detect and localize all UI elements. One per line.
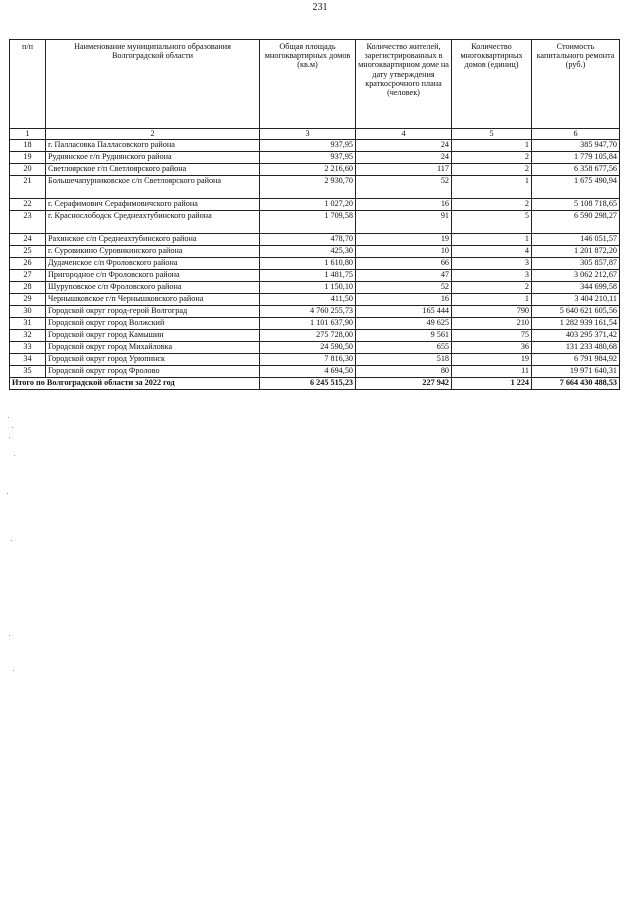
header-area: Общая площадь многоквартирных домов (кв.м) (260, 40, 356, 129)
area-value: 2 216,60 (260, 164, 356, 176)
municipality-name: Рахинское с/п Среднеахтубинского района (46, 234, 260, 246)
area-value: 425,30 (260, 246, 356, 258)
cost-value: 385 947,70 (532, 140, 620, 152)
cost-value: 5 640 621 605,56 (532, 306, 620, 318)
cost-value: 403 295 371,42 (532, 330, 620, 342)
total-label: Итого по Волгоградской области за 2022 год (10, 378, 260, 390)
page-number: 231 (312, 2, 328, 13)
residents-value: 10 (356, 246, 452, 258)
residents-value: 52 (356, 176, 452, 199)
residents-value: 24 (356, 140, 452, 152)
row-number: 23 (10, 211, 46, 234)
municipality-name: Руднянское г/п Руднянского района (46, 152, 260, 164)
table-row (10, 246, 620, 258)
scan-noise (6, 415, 46, 675)
houses-value: 790 (452, 306, 532, 318)
municipality-name: г. Палласовка Палласовского района (46, 140, 260, 152)
municipality-name: Городской округ город-герой Волгоград (46, 306, 260, 318)
row-number: 20 (10, 164, 46, 176)
area-value: 4 760 255,73 (260, 306, 356, 318)
residents-value: 66 (356, 258, 452, 270)
residents-value: 655 (356, 342, 452, 354)
table-row (10, 294, 620, 306)
row-number: 33 (10, 342, 46, 354)
residents-value: 117 (356, 164, 452, 176)
municipality-name: Городской округ город Волжский (46, 318, 260, 330)
residents-value: 9 561 (356, 330, 452, 342)
houses-value: 2 (452, 152, 532, 164)
table-row (10, 366, 620, 378)
houses-value: 5 (452, 211, 532, 234)
cost-value: 131 233 480,68 (532, 342, 620, 354)
area-value: 1 610,80 (260, 258, 356, 270)
residents-value: 16 (356, 199, 452, 211)
repair-plan-table (9, 39, 620, 390)
municipality-name: Городской округ город Камышин (46, 330, 260, 342)
houses-value: 1 (452, 140, 532, 152)
row-number: 32 (10, 330, 46, 342)
column-index: 5 (452, 129, 532, 140)
row-number: 18 (10, 140, 46, 152)
area-value: 1 481,75 (260, 270, 356, 282)
table-row (10, 306, 620, 318)
header-municipality: Наименование муниципального образования Волгоградской области (46, 40, 260, 129)
cost-value: 146 051,57 (532, 234, 620, 246)
area-value: 478,70 (260, 234, 356, 246)
area-value: 937,95 (260, 140, 356, 152)
residents-value: 49 625 (356, 318, 452, 330)
houses-value: 1 (452, 294, 532, 306)
residents-value: 24 (356, 152, 452, 164)
residents-value: 80 (356, 366, 452, 378)
row-number: 27 (10, 270, 46, 282)
houses-value: 75 (452, 330, 532, 342)
table-header-row (10, 40, 620, 129)
houses-value: 4 (452, 246, 532, 258)
municipality-name: Городской округ город Урюпинск (46, 354, 260, 366)
municipality-name: Шуруповское с/п Фроловского района (46, 282, 260, 294)
municipality-name: Дудаченское с/п Фроловского района (46, 258, 260, 270)
houses-value: 2 (452, 282, 532, 294)
houses-value: 1 (452, 234, 532, 246)
header-index: п/п (10, 40, 46, 129)
cost-value: 3 404 210,11 (532, 294, 620, 306)
municipality-name: Чернышковское г/п Чернышковского района (46, 294, 260, 306)
municipality-name: г. Краснослободск Среднеахтубинского района (46, 211, 260, 234)
municipality-name: Пригородное с/п Фроловского района (46, 270, 260, 282)
cost-value: 1 201 872,20 (532, 246, 620, 258)
row-number: 24 (10, 234, 46, 246)
cost-value: 6 358 677,56 (532, 164, 620, 176)
cost-value: 6 791 984,92 (532, 354, 620, 366)
row-number: 31 (10, 318, 46, 330)
table-row (10, 199, 620, 211)
total-row (10, 378, 620, 390)
houses-value: 3 (452, 258, 532, 270)
houses-value: 11 (452, 366, 532, 378)
table-row (10, 211, 620, 234)
row-number: 30 (10, 306, 46, 318)
table-row (10, 330, 620, 342)
row-number: 21 (10, 176, 46, 199)
column-index: 1 (10, 129, 46, 140)
cost-value: 1 282 939 161,54 (532, 318, 620, 330)
area-value: 24 590,50 (260, 342, 356, 354)
houses-value: 2 (452, 164, 532, 176)
row-number: 25 (10, 246, 46, 258)
cost-value: 344 699,58 (532, 282, 620, 294)
area-value: 275 728,00 (260, 330, 356, 342)
cost-value: 3 062 212,67 (532, 270, 620, 282)
municipality-name: г. Суровикино Суровикинского района (46, 246, 260, 258)
table-row (10, 152, 620, 164)
row-number: 35 (10, 366, 46, 378)
table-row (10, 282, 620, 294)
houses-value: 19 (452, 354, 532, 366)
houses-value: 2 (452, 199, 532, 211)
municipality-name: Городской округ город Михайловка (46, 342, 260, 354)
row-number: 34 (10, 354, 46, 366)
column-index-row (10, 129, 620, 140)
table-row (10, 140, 620, 152)
residents-value: 16 (356, 294, 452, 306)
houses-value: 210 (452, 318, 532, 330)
column-index: 3 (260, 129, 356, 140)
houses-value: 3 (452, 270, 532, 282)
residents-value: 91 (356, 211, 452, 234)
row-number: 26 (10, 258, 46, 270)
residents-value: 165 444 (356, 306, 452, 318)
area-value: 1 027,20 (260, 199, 356, 211)
municipality-name: Большечапурниковское с/п Светлоярского района (46, 176, 260, 199)
cost-value: 5 108 718,65 (532, 199, 620, 211)
residents-value: 518 (356, 354, 452, 366)
column-index: 4 (356, 129, 452, 140)
municipality-name: г. Серафимович Серафимовичского района (46, 199, 260, 211)
header-residents: Количество жителей, зарегистрированных в многоквартирном доме на дату утверждения краткосрочного плана (человек) (356, 40, 452, 129)
houses-value: 36 (452, 342, 532, 354)
total-houses: 1 224 (452, 378, 532, 390)
table-row (10, 234, 620, 246)
table-row (10, 270, 620, 282)
total-residents: 227 942 (356, 378, 452, 390)
residents-value: 52 (356, 282, 452, 294)
area-value: 7 816,30 (260, 354, 356, 366)
area-value: 1 101 637,90 (260, 318, 356, 330)
area-value: 1 709,58 (260, 211, 356, 234)
cost-value: 1 675 490,94 (532, 176, 620, 199)
header-houses: Количество многоквартирных домов (единиц) (452, 40, 532, 129)
column-index: 2 (46, 129, 260, 140)
area-value: 2 930,70 (260, 176, 356, 199)
residents-value: 19 (356, 234, 452, 246)
row-number: 19 (10, 152, 46, 164)
municipality-name: Светлоярское г/п Светлоярского района (46, 164, 260, 176)
row-number: 29 (10, 294, 46, 306)
cost-value: 305 857,87 (532, 258, 620, 270)
municipality-name: Городской округ город Фролово (46, 366, 260, 378)
cost-value: 1 779 105,84 (532, 152, 620, 164)
area-value: 1 150,10 (260, 282, 356, 294)
table-row (10, 354, 620, 366)
table-row (10, 318, 620, 330)
table-row (10, 164, 620, 176)
table-row (10, 176, 620, 199)
residents-value: 47 (356, 270, 452, 282)
cost-value: 19 971 640,31 (532, 366, 620, 378)
area-value: 411,50 (260, 294, 356, 306)
cost-value: 6 590 298,27 (532, 211, 620, 234)
total-cost: 7 664 430 488,53 (532, 378, 620, 390)
area-value: 4 694,50 (260, 366, 356, 378)
table-row (10, 342, 620, 354)
area-value: 937,95 (260, 152, 356, 164)
header-cost: Стоимость капитального ремонта (руб.) (532, 40, 620, 129)
total-area: 6 245 515,23 (260, 378, 356, 390)
column-index: 6 (532, 129, 620, 140)
houses-value: 1 (452, 176, 532, 199)
table-row (10, 258, 620, 270)
row-number: 28 (10, 282, 46, 294)
row-number: 22 (10, 199, 46, 211)
